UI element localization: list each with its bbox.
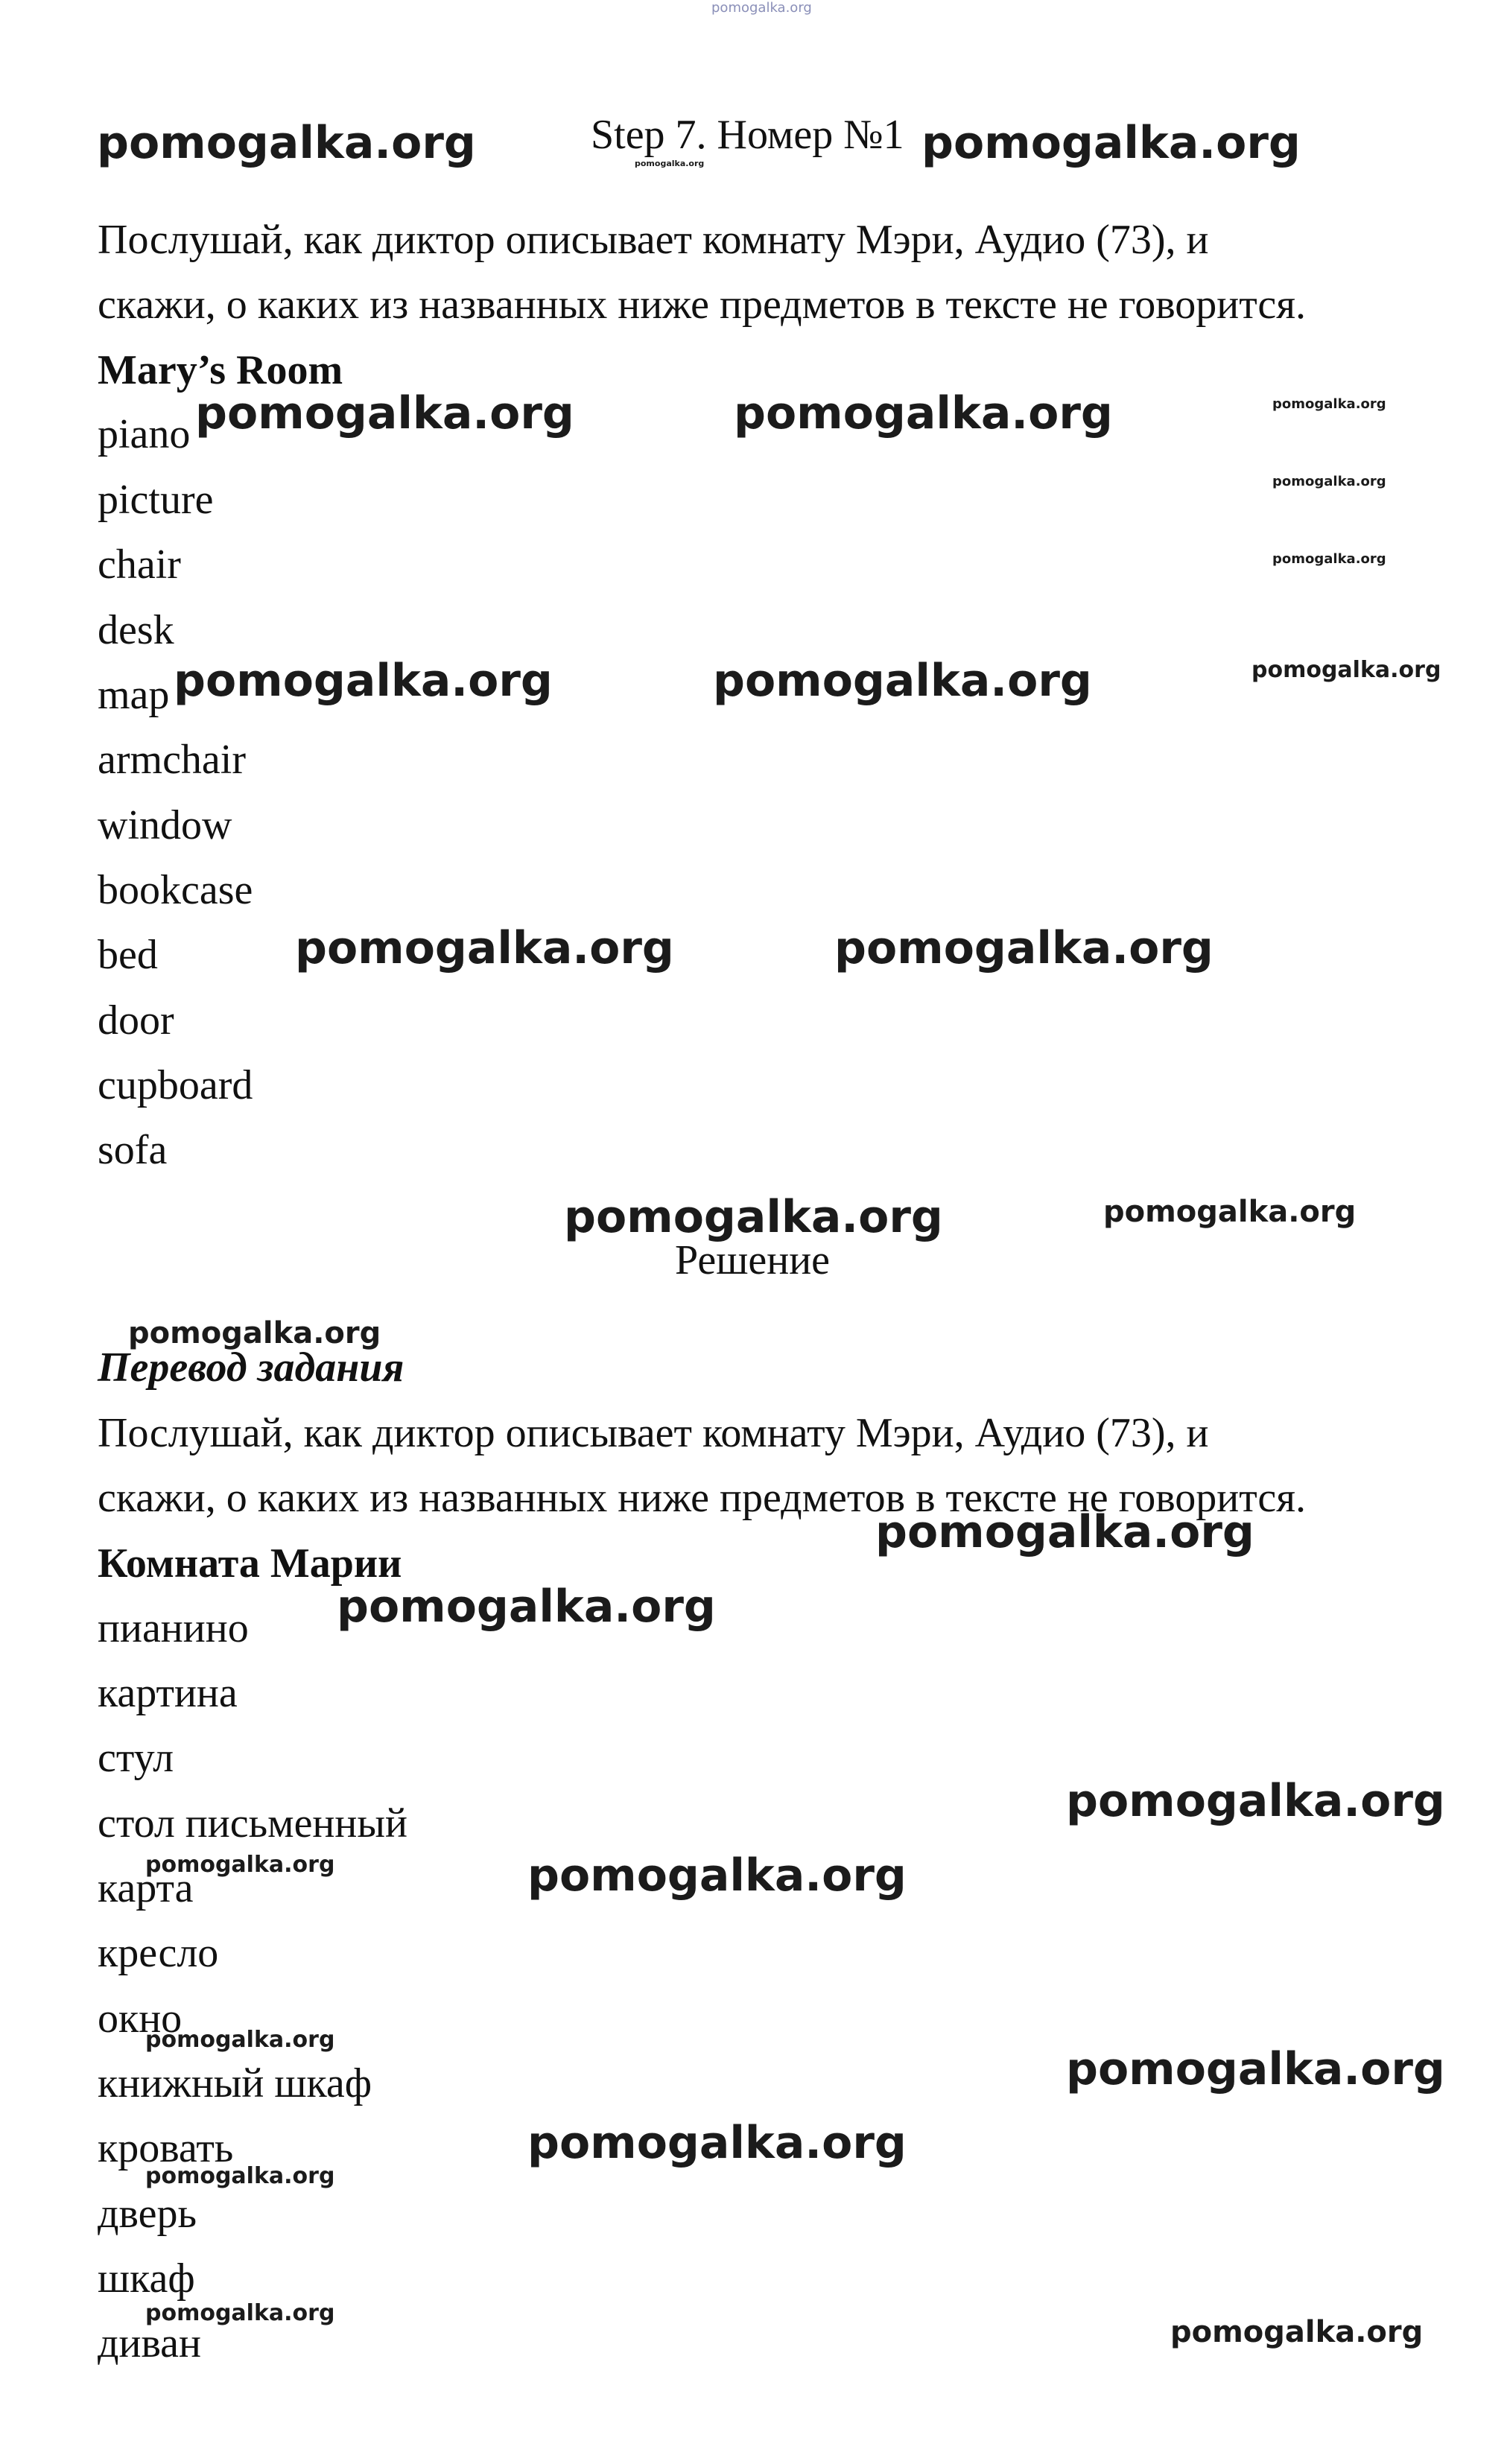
watermark: pomogalka.org bbox=[1066, 1775, 1445, 1827]
watermark: pomogalka.org bbox=[1170, 2315, 1424, 2349]
section-heading: Комната Марии bbox=[98, 1540, 402, 1587]
list-item: picture bbox=[98, 477, 214, 523]
section-heading: Mary’s Room bbox=[98, 347, 343, 393]
watermark: pomogalka.org bbox=[564, 1191, 943, 1243]
list-item: пианино bbox=[98, 1605, 249, 1651]
page-title: Step 7. Номер №1 bbox=[591, 112, 904, 158]
watermark: pomogalka.org bbox=[337, 1581, 716, 1633]
list-item: bed bbox=[98, 932, 158, 978]
translation-instruction-line2: скажи, о каких из названных ниже предметов в тексте не говорится. bbox=[98, 1475, 1307, 1521]
list-item: кресло bbox=[98, 1930, 219, 1976]
watermark: pomogalka.org bbox=[875, 1506, 1254, 1558]
list-item: map bbox=[98, 672, 170, 718]
translation-instruction-line1: Послушай, как диктор описывает комнату Мэри, Аудио (73), и bbox=[98, 1410, 1209, 1456]
watermark: pomogalka.org bbox=[145, 2163, 335, 2189]
watermark: pomogalka.org bbox=[713, 655, 1092, 707]
task-instruction-line2: скажи, о каких из названных ниже предметов в тексте не говорится. bbox=[98, 282, 1307, 328]
watermark: pomogalka.org bbox=[734, 387, 1113, 439]
watermark: pomogalka.org bbox=[174, 655, 553, 707]
watermark: pomogalka.org bbox=[834, 922, 1213, 974]
watermark: pomogalka.org bbox=[145, 2300, 335, 2326]
list-item: sofa bbox=[98, 1127, 168, 1173]
list-item: окно bbox=[98, 1995, 183, 2042]
task-instruction-line1: Послушай, как диктор описывает комнату Мэри, Аудио (73), и bbox=[98, 217, 1209, 263]
list-item: шкаф bbox=[98, 2255, 195, 2302]
watermark: pomogalka.org bbox=[1103, 1195, 1357, 1229]
watermark: pomogalka.org bbox=[635, 159, 705, 168]
translation-heading: Перевод задания bbox=[98, 1344, 404, 1391]
watermark: pomogalka.org bbox=[128, 1316, 381, 1350]
list-item: chair bbox=[98, 542, 181, 588]
watermark: pomogalka.org bbox=[295, 922, 674, 974]
list-item: desk bbox=[98, 607, 174, 653]
watermark: pomogalka.org bbox=[1251, 657, 1441, 683]
watermark: pomogalka.org bbox=[711, 0, 812, 16]
list-item: дверь bbox=[98, 2191, 197, 2237]
list-item: картина bbox=[98, 1670, 238, 1716]
list-item: карта bbox=[98, 1865, 194, 1911]
list-item: стул bbox=[98, 1735, 174, 1781]
watermark: pomogalka.org bbox=[921, 117, 1301, 169]
list-item: bookcase bbox=[98, 867, 253, 913]
watermark: pomogalka.org bbox=[527, 2117, 907, 2169]
solution-label: Решение bbox=[675, 1237, 831, 1283]
list-item: piano bbox=[98, 411, 191, 457]
watermark: pomogalka.org bbox=[145, 2027, 335, 2053]
list-item: диван bbox=[98, 2320, 201, 2366]
list-item: книжный шкаф bbox=[98, 2060, 372, 2106]
watermark: pomogalka.org bbox=[527, 1849, 907, 1902]
watermark: pomogalka.org bbox=[1272, 551, 1386, 567]
watermark: pomogalka.org bbox=[97, 117, 476, 169]
list-item: кровать bbox=[98, 2125, 234, 2171]
list-item: armchair bbox=[98, 737, 246, 783]
list-item: cupboard bbox=[98, 1062, 253, 1108]
list-item: window bbox=[98, 802, 232, 848]
watermark: pomogalka.org bbox=[1272, 474, 1386, 489]
list-item: стол письменный bbox=[98, 1800, 407, 1847]
watermark: pomogalka.org bbox=[195, 387, 574, 439]
watermark: pomogalka.org bbox=[145, 1852, 335, 1878]
watermark: pomogalka.org bbox=[1066, 2043, 1445, 2095]
list-item: door bbox=[98, 997, 174, 1044]
watermark: pomogalka.org bbox=[1272, 396, 1386, 412]
